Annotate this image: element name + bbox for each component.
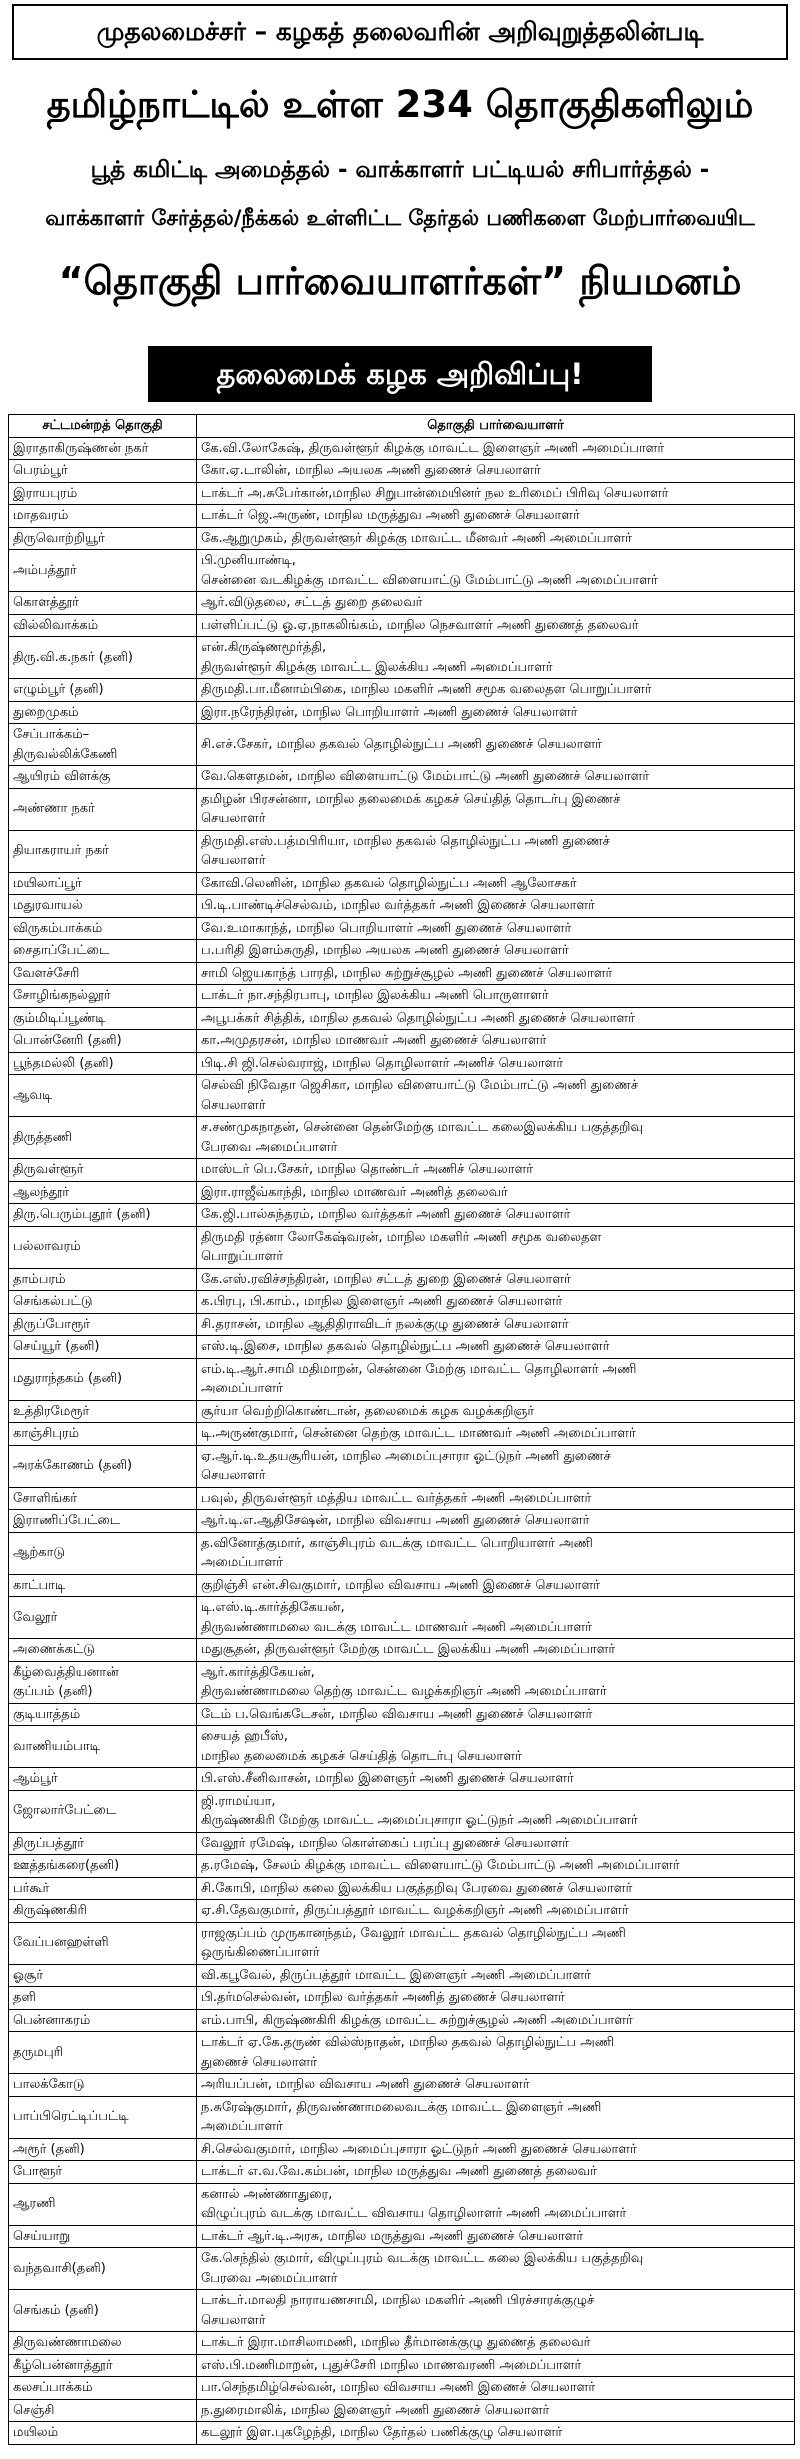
observer-cell: ஜி.ராமய்யா, கிருஷ்ணகிரி மேற்கு மாவட்ட அமைப்புசாரா ஓட்டுநர் அணி அமைப்பாளர் [197,1790,795,1832]
table-row [9,788,795,830]
table-row [9,2377,795,2400]
table-row [9,1987,795,2010]
constituency-cell: தியாகராயர் நகர் [9,830,197,872]
observer-cell: சையத் ஹபீஸ், மாநில தலைமைக் கழகச் செய்தித் தொடர்பு செயலாளர் [197,1726,795,1768]
constituency-cell: வில்லிவாக்கம் [9,614,197,637]
main-headline: “தொகுதி பார்வையாளர்கள்” நியமனம் [58,259,742,303]
observer-cell: சி.செல்வகுமார், மாநில அமைப்புசாரா ஓட்டுநர் அணி துணைச் செயலாளர் [197,2138,795,2161]
table-row [9,2032,795,2074]
observer-cell: டி.எஸ்.டி.கார்த்திகேயன், திருவண்ணாமலை வடக்கு மாவட்ட மாணவர் அணி அமைப்பாளர் [197,1597,795,1639]
table-row [9,1336,795,1359]
observer-cell: அரியப்பன், மாநில விவசாய அணி துணைச் செயலாளர் [197,2074,795,2097]
table-row [9,679,795,702]
constituency-cell: இராதாகிருஷ்ணன் நகர் [9,437,197,460]
table-row [9,1597,795,1639]
observer-cell: டாக்டர்.மாலதி நாராயணசாமி, மாநில மகளிர் அணி பிரச்சாரக்குழுச் செயலாளர் [197,2290,795,2332]
observer-cell: டேம் ப.வெங்கடேசன், மாநில விவசாய அணி துணைச் செயலாளர் [197,1703,795,1726]
observer-cell: எம்.பாபி, கிருஷ்ணகிரி கிழக்கு மாவட்ட சுற்றுச்சூழல் அணி அமைப்பாளர் [197,2009,795,2032]
constituency-cell: மதுரவாயல் [9,895,197,918]
constituency-cell: திருப்பத்தூர் [9,1832,197,1855]
table-row [9,1007,795,1030]
constituency-cell: திரு.வி.க.நகர் (தனி) [9,637,197,679]
headline-line-3: வாக்காளர் சேர்த்தல்/நீக்கல் உள்ளிட்ட தேர்தல் பணிகளை மேற்பார்வையிட [45,206,755,230]
constituency-cell: வந்தவாசி(தனி) [9,2248,197,2290]
table-row [9,895,795,918]
observer-cell: என்.கிருஷ்ணமூர்த்தி, திருவள்ளூர் கிழக்கு மாவட்ட இலக்கிய அணி அமைப்பாளர் [197,637,795,679]
constituency-cell: ஊத்தங்கரை(தனி) [9,1855,197,1878]
headline-line-2: பூத் கமிட்டி அமைத்தல் - வாக்காளர் பட்டியல் சரிபார்த்தல் - [90,157,710,183]
constituency-cell: செய்யாறு [9,2225,197,2248]
constituency-cell: திருவொற்றியூர் [9,527,197,550]
table-row [9,2138,795,2161]
observer-cell: வே.கௌதமன், மாநில விளையாட்டு மேம்பாட்டு அணி துணைச் செயலாளர் [197,766,795,789]
observer-cell: வேலூர் ரமேஷ், மாநில கொள்கைப் பரப்பு துணைச் செயலாளர் [197,1832,795,1855]
observer-cell: பி.முனியாண்டி, சென்னை வடகிழக்கு மாவட்ட விளையாட்டு மேம்பாட்டு அணி அமைப்பாளர் [197,550,795,592]
observer-cell: செல்வி நிவேதா ஜெசிகா, மாநில விளையாட்டு மேம்பாட்டு அணி துணைச் செயலாளர் [197,1075,795,1117]
observer-cell: டாக்டர் ஏ.கே.தருண் வில்ஸ்நாதன், மாநில தகவல் தொழில்நுட்ப அணி துணைச் செயலாளர் [197,2032,795,2074]
constituency-cell: கிருஷ்ணகிரி [9,1900,197,1923]
constituency-cell: செங்கல்பட்டு [9,1291,197,1314]
observer-cell: த.ரமேஷ், சேலம் கிழக்கு மாவட்ட விளையாட்டு மேம்பாட்டு அணி அமைப்பாளர் [197,1855,795,1878]
table-body [9,437,795,2444]
table-row [9,1181,795,1204]
constituency-cell: கொளத்தூர் [9,592,197,615]
observer-table [8,414,795,2445]
constituency-cell: இராணிப்பேட்டை [9,1510,197,1533]
constituency-cell: பொன்னேரி (தனி) [9,1030,197,1053]
table-row [9,1790,795,1832]
table-row [9,1358,795,1400]
table-header [9,415,795,438]
observer-cell: பா.செந்தமிழ்செல்வன், மாநில விவசாய அணி இணைச் செயலாளர் [197,2377,795,2400]
table-row [9,2248,795,2290]
table-row [9,2354,795,2377]
observer-cell: சி.தராசன், மாநில ஆதிதிராவிடர் நலக்குழு துணைச் செயலாளர் [197,1313,795,1336]
constituency-cell: துறைமுகம் [9,701,197,724]
observer-cell: ஏ.சி.தேவகுமார், திருப்பத்தூர் மாவட்ட வழக்கறிஞர் அணி அமைப்பாளர் [197,1900,795,1923]
observer-cell: கே.செந்தில் குமார், விழுப்புரம் வடக்கு மாவட்ட கலை இலக்கிய பகுத்தறிவு பேரவை அமைப்பாளர் [197,2248,795,2290]
constituency-cell: மயிலம் [9,2422,197,2445]
observer-cell: த.வினோத்குமார், காஞ்சிபுரம் வடக்கு மாவட்ட பொறியாளர் அணி அமைப்பாளர் [197,1532,795,1574]
observer-cell: திருமதி.பா.மீனாம்பிகை, மாநில மகளிர் அணி சமூக வலைதள பொறுப்பாளர் [197,679,795,702]
observer-cell: சி.எச்.சேகர், மாநில தகவல் தொழில்நுட்ப அணி துணைச் செயலாளர் [197,724,795,766]
table-row [9,1726,795,1768]
constituency-cell: திருவள்ளூர் [9,1159,197,1182]
table-row [9,766,795,789]
observer-cell: கா.அமுதரசன், மாநில மாணவர் அணி துணைச் செயலாளர் [197,1030,795,1053]
constituency-cell: அண்ணா நகர் [9,788,197,830]
observer-cell: அபூபக்கர் சித்திக், மாநில தகவல் தொழில்நுட்ப அணி துணைச் செயலாளர் [197,1007,795,1030]
constituency-cell: போளூர் [9,2161,197,2184]
constituency-cell: பென்னாகரம் [9,2009,197,2032]
observer-cell: இரா.நரேந்திரன், மாநில பொறியாளர் அணி துணைச் செயலாளர் [197,701,795,724]
table-row [9,1052,795,1075]
table-row [9,724,795,766]
observer-cell: குறிஞ்சி என்.சிவகுமார், மாநில விவசாய அணி இணைச் செயலாளர் [197,1574,795,1597]
table-row [9,550,795,592]
constituency-cell: ஜோலார்பேட்டை [9,1790,197,1832]
table-row [9,1639,795,1662]
table-row [9,985,795,1008]
observer-cell: ஆர்.டி.எ.ஆதிசேஷன், மாநில விவசாய அணி துணைச் செயலாளர் [197,1510,795,1533]
observer-cell: கடலூர் இள.புகழேந்தி, மாநில தேர்தல் பணிக்குழு செயலாளர் [197,2422,795,2445]
observer-table-wrapper [8,414,794,2445]
table-row [9,1768,795,1791]
observer-cell: ச.சண்முகநாதன், சென்னை தென்மேற்கு மாவட்ட கலைஇலக்கிய பகுத்தறிவு பேரவை அமைப்பாளர் [197,1117,795,1159]
constituency-cell: திருவண்ணாமலை [9,2332,197,2355]
observer-cell: டாக்டர் ஜெ.அருண், மாநில மருத்துவ அணி துணைச் செயலாளர் [197,505,795,528]
constituency-cell: அம்பத்தூர் [9,550,197,592]
constituency-cell: செய்யூர் (தனி) [9,1336,197,1359]
table-row [9,1855,795,1878]
table-row [9,1661,795,1703]
observer-cell: தமிழன் பிரசன்னா, மாநில தலைமைக் கழகச் செய்தித் தொடர்பு இணைச் செயலாளர் [197,788,795,830]
table-row [9,1922,795,1964]
observer-cell: சி.கோபி, மாநில கலை இலக்கிய பகுத்தறிவு பேரவை துணைச் செயலாளர் [197,1877,795,1900]
constituency-cell: சோளிங்கர் [9,1487,197,1510]
constituency-cell: தளி [9,1987,197,2010]
observer-cell: பவுல், திருவள்ளூர் மத்திய மாவட்ட வர்த்தகர் அணி அமைப்பாளர் [197,1487,795,1510]
constituency-cell: செங்கம் (தனி) [9,2290,197,2332]
constituency-cell: வேலூர் [9,1597,197,1639]
observer-cell: ந.சுரேஷ்குமார், திருவண்ணாமலைவடக்கு மாவட்ட இளைஞர் அணி அமைப்பாளர் [197,2096,795,2138]
table-row [9,2074,795,2097]
table-row [9,1574,795,1597]
constituency-cell: திரு.பெரும்புதூர் (தனி) [9,1204,197,1227]
constituency-cell: திருப்போரூர் [9,1313,197,1336]
constituency-cell: திருத்தணி [9,1117,197,1159]
observer-cell: ராஜகுப்பம் முருகானந்தம், வேலூர் மாவட்ட தகவல் தொழில்நுட்ப அணி ஒருங்கிணைப்பாளர் [197,1922,795,1964]
constituency-cell: சைதாப்பேட்டை [9,940,197,963]
observer-cell: ஏ.ஆர்.டி.உதயசூரியன், மாநில அமைப்புசாரா ஓட்டுநர் அணி துணைச் செயலாளர் [197,1445,795,1487]
table-row [9,1204,795,1227]
table-row [9,527,795,550]
table-row [9,1510,795,1533]
instruction-text: முதலமைச்சர் – கழகத் தலைவரின் அறிவுறுத்தலின்படி [96,17,704,46]
table-row [9,2096,795,2138]
table-row [9,2225,795,2248]
observer-cell: டாக்டர் ஆர்.டி.அரசு, மாநில மருத்துவ அணி துணைச் செயலாளர் [197,2225,795,2248]
table-row [9,1075,795,1117]
observer-cell: எஸ்.டி.இசை, மாநில தகவல் தொழில்நுட்ப அணி துணைச் செயலாளர் [197,1336,795,1359]
table-row [9,637,795,679]
constituency-cell: அரக்கோணம் (தனி) [9,1445,197,1487]
constituency-cell: குடியாத்தம் [9,1703,197,1726]
observer-cell: கே.எஸ்.ரவிச்சந்திரன், மாநில சட்டத் துறை இணைச் செயலாளர் [197,1268,795,1291]
constituency-cell: சேப்பாக்கம்– திருவல்லிக்கேணி [9,724,197,766]
observer-cell: கே.ஆறுமுகம், திருவள்ளூர் கிழக்கு மாவட்ட மீனவர் அணி அமைப்பாளர் [197,527,795,550]
observer-cell: டாக்டர் நா.சந்திரபாபு, மாநில இலக்கிய அணி பொருளாளர் [197,985,795,1008]
constituency-cell: பாலக்கோடு [9,2074,197,2097]
constituency-cell: ஆவடி [9,1075,197,1117]
observer-cell: கே.வி.லோகேஷ், திருவள்ளூர் கிழக்கு மாவட்ட இளைஞர் அணி அமைப்பாளர் [197,437,795,460]
table-row [9,1268,795,1291]
constituency-cell: பெரம்பூர் [9,460,197,483]
constituency-cell: ஆற்காடு [9,1532,197,1574]
observer-cell: பள்ளிப்பட்டு ஓ.ஏ.நாகலிங்கம், மாநில நெசவாளர் அணி துணைத் தலைவர் [197,614,795,637]
constituency-cell: மாதவரம் [9,505,197,528]
observer-cell: எஸ்.பி.மணிமாறன், புதுச்சேரி மாநில மாணவரணி அமைப்பாளர் [197,2354,795,2377]
observer-cell: மதுசூதன், திருவள்ளூர் மேற்கு மாவட்ட இலக்கிய அணி அமைப்பாளர் [197,1639,795,1662]
table-row [9,872,795,895]
table-row [9,2290,795,2332]
observer-cell: கோவி.லெனின், மாநில தகவல் தொழில்நுட்ப அணி ஆலோசகர் [197,872,795,895]
constituency-cell: ஓசூர் [9,1964,197,1987]
constituency-cell: சோழிங்கநல்லூர் [9,985,197,1008]
observer-cell: சூர்யா வெற்றிகொண்டான், தலைமைக் கழக வழக்கறிஞர் [197,1400,795,1423]
observer-cell: வி.கபூவேல், திருப்பத்தூர் மாவட்ட இளைஞர் அணி அமைப்பாளர் [197,1964,795,1987]
constituency-cell: பர்கூர் [9,1877,197,1900]
constituency-cell: மயிலாப்பூர் [9,872,197,895]
table-row [9,592,795,615]
constituency-cell: கலசப்பாக்கம் [9,2377,197,2400]
table-row [9,1226,795,1268]
observer-cell: திருமதி ரத்னா லோகேஷ்வரன், மாநில மகளிர் அணி சமூக வலைதள பொறுப்பாளர் [197,1226,795,1268]
observer-cell: திருமதி.எஸ்.பத்மபிரியா, மாநில தகவல் தொழில்நுட்ப அணி துணைச் செயலாளர் [197,830,795,872]
table-row [9,1964,795,1987]
constituency-cell: அரூர் (தனி) [9,2138,197,2161]
constituency-cell: அணைக்கட்டு [9,1639,197,1662]
table-row [9,614,795,637]
column-header-constituency: சட்டமன்றத் தொகுதி [9,415,197,438]
constituency-cell: வாணியம்பாடி [9,1726,197,1768]
observer-cell: டி.அருண்குமார், சென்னை தெற்கு மாவட்ட மாணவர் அணி அமைப்பாளர் [197,1423,795,1446]
table-row [9,940,795,963]
table-row [9,962,795,985]
table-row [9,1487,795,1510]
constituency-cell: கும்மிடிப்பூண்டி [9,1007,197,1030]
observer-cell: ஆர்.கார்த்திகேயன், திருவண்ணாமலை தெற்கு மாவட்ட வழக்கறிஞர் அணி அமைப்பாளர் [197,1661,795,1703]
constituency-cell: ஆம்பூர் [9,1768,197,1791]
constituency-cell: ஆரணி [9,2183,197,2225]
table-row [9,482,795,505]
constituency-cell: தாம்பரம் [9,1268,197,1291]
observer-cell: கோ.ஏ.டாலின், மாநில அயலக அணி துணைச் செயலாளர் [197,460,795,483]
table-row [9,1423,795,1446]
instruction-box [12,4,788,60]
observer-cell: இரா.ராஜீவ்காந்தி, மாநில மாணவர் அணித் தலைவர் [197,1181,795,1204]
table-row [9,1291,795,1314]
constituency-cell: கீழ்வைத்தியனான் குப்பம் (தனி) [9,1661,197,1703]
table-row [9,1832,795,1855]
table-row [9,2183,795,2225]
observer-cell: பி.தர்மசெல்வன், மாநில வர்த்தகர் அணித் துணைச் செயலாளர் [197,1987,795,2010]
observer-cell: வே.உமாகாந்த், மாநில பொறியாளர் அணி துணைச் செயலாளர் [197,917,795,940]
table-row [9,1400,795,1423]
table-row [9,437,795,460]
observer-cell: டாக்டர் எ.வ.வே.கம்பன், மாநில மருத்துவ அணி துணைத் தலைவர் [197,2161,795,2184]
table-row [9,1900,795,1923]
table-row [9,505,795,528]
constituency-cell: காட்பாடி [9,1574,197,1597]
table-row [9,2009,795,2032]
table-row [9,701,795,724]
constituency-cell: பல்லாவரம் [9,1226,197,1268]
constituency-cell: வேளச்சேரி [9,962,197,985]
table-row [9,2161,795,2184]
table-row [9,2399,795,2422]
headline-line-1: தமிழ்நாட்டில் உள்ள 234 தொகுதிகளிலும் [46,83,754,126]
table-row [9,917,795,940]
constituency-cell: காஞ்சிபுரம் [9,1423,197,1446]
observer-cell: டாக்டர் இரா.மாசிலாமணி, மாநில தீர்மானக்குழு துணைத் தலைவர் [197,2332,795,2355]
table-row [9,1117,795,1159]
table-row [9,1313,795,1336]
observer-cell: க.பிரபு, பி.காம்., மாநில இளைஞர் அணி துணைச் செயலாளர் [197,1291,795,1314]
constituency-cell: ஆலந்தூர் [9,1181,197,1204]
table-row [9,460,795,483]
observer-cell: பிடி.சி ஜி.செல்வராஜ், மாநில தொழிலாளர் அணிச் செயலாளர் [197,1052,795,1075]
observer-cell: ஆர்.விடுதலை, சட்டத் துறை தலைவர் [197,592,795,615]
observer-cell: கே.ஜி.பால்சுந்தரம், மாநில வர்த்தகர் அணி துணைச் செயலாளர் [197,1204,795,1227]
observer-cell: மாஸ்டர் பெ.சேகர், மாநில தொண்டர் அணிச் செயலாளர் [197,1159,795,1182]
constituency-cell: மதுராந்தகம் (தனி) [9,1358,197,1400]
table-header-row [9,415,795,438]
observer-cell: பி.டி.பாண்டிச்செல்வம், மாநில வர்த்தகர் அணி இணைச் செயலாளர் [197,895,795,918]
constituency-cell: எழும்பூர் (தனி) [9,679,197,702]
observer-cell: ந.துரைமாலிக், மாநில இளைஞர் அணி துணைச் செயலாளர் [197,2399,795,2422]
constituency-cell: பூந்தமல்லி (தனி) [9,1052,197,1075]
constituency-cell: இராயபுரம் [9,482,197,505]
table-row [9,1703,795,1726]
constituency-cell: உத்திரமேரூர் [9,1400,197,1423]
table-row [9,2332,795,2355]
observer-cell: எம்.டி.ஆர்.சாமி மதிமாறன், சென்னை மேற்கு மாவட்ட தொழிலாளர் அணி அமைப்பாளர் [197,1358,795,1400]
constituency-cell: பாப்பிரெட்டிப்பட்டி [9,2096,197,2138]
observer-cell: டாக்டர் அ.சுபேர்கான்,மாநில சிறுபான்மையினர் நல உரிமைப் பிரிவு செயலாளர் [197,482,795,505]
observer-cell: பி.எஸ்.சீனிவாசன், மாநில இளைஞர் அணி துணைச் செயலாளர் [197,1768,795,1791]
announcement-banner: தலைமைக் கழக அறிவிப்பு! [148,346,652,402]
constituency-cell: வேப்பனஹள்ளி [9,1922,197,1964]
constituency-cell: தருமபுரி [9,2032,197,2074]
table-row [9,830,795,872]
table-row [9,1532,795,1574]
constituency-cell: செஞ்சி [9,2399,197,2422]
table-row [9,2422,795,2445]
constituency-cell: விருகம்பாக்கம் [9,917,197,940]
constituency-cell: ஆயிரம் விளக்கு [9,766,197,789]
observer-cell: சாமி ஜெயகாந்த் பாரதி, மாநில சுற்றுச்சூழல் அணி துணைச் செயலாளர் [197,962,795,985]
column-header-observer: தொகுதி பார்வையாளர் [197,415,795,438]
table-row [9,1030,795,1053]
observer-cell: ப.பரிதி இளம்சுருதி, மாநில அயலக அணி துணைச் செயலாளர் [197,940,795,963]
table-row [9,1159,795,1182]
observer-cell: கனால் அண்ணாதுரை, விழுப்புரம் வடக்கு மாவட்ட விவசாய தொழிலாளர் அணி அமைப்பாளர் [197,2183,795,2225]
constituency-cell: கீழ்பென்னாத்தூர் [9,2354,197,2377]
table-row [9,1445,795,1487]
table-row [9,1877,795,1900]
